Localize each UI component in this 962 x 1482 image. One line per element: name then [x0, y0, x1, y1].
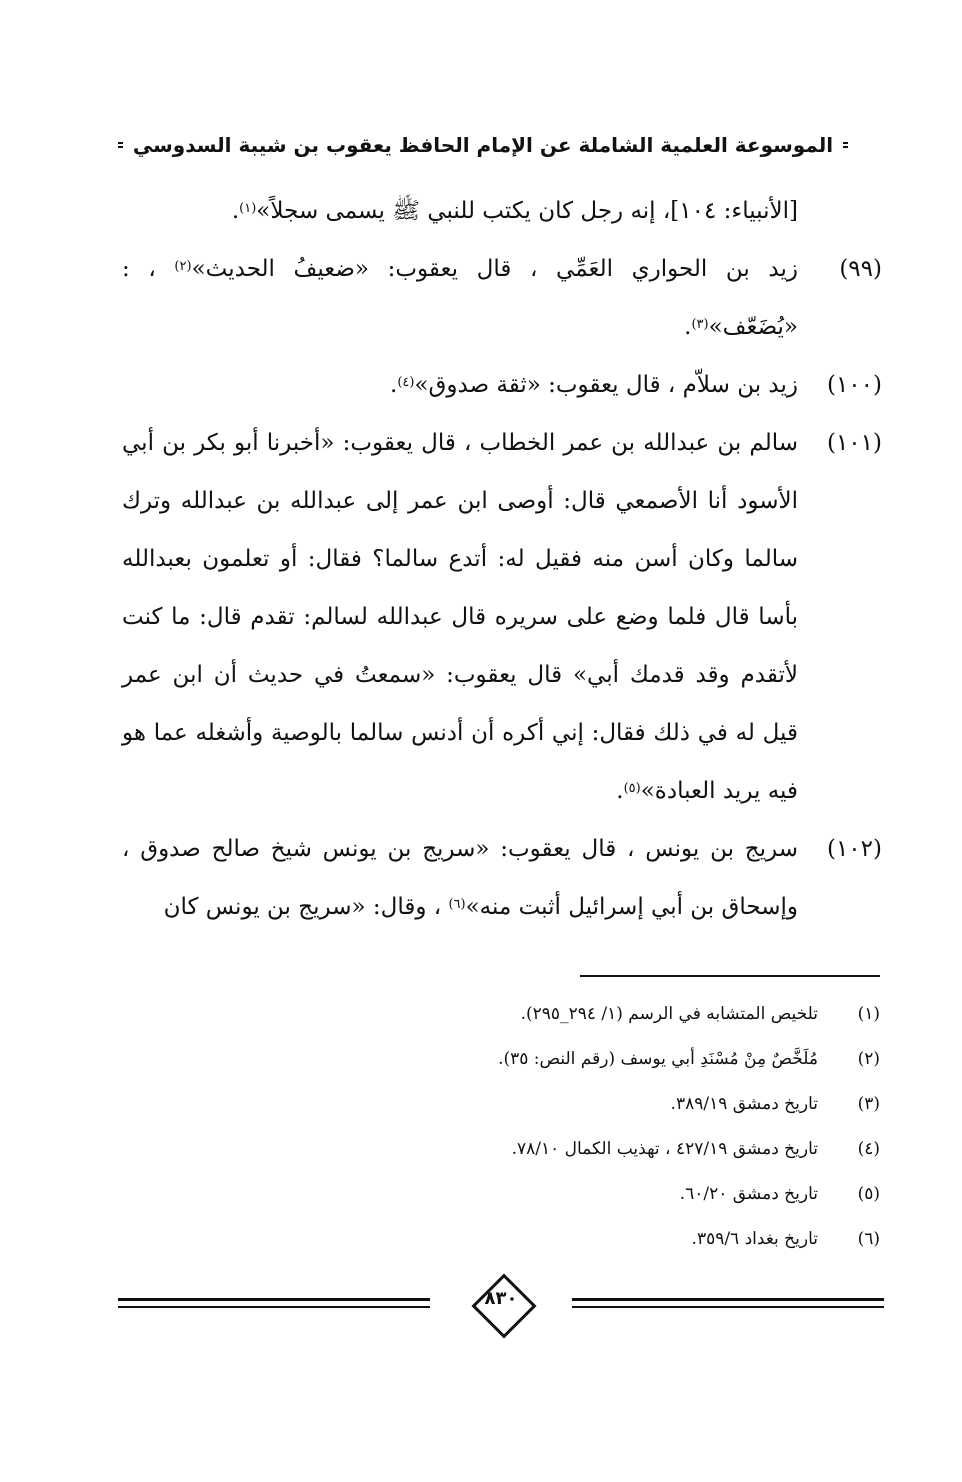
footer-rule-left — [118, 1298, 430, 1308]
entry-text — [122, 820, 798, 936]
page-body — [122, 182, 882, 936]
footnote-number: (١) — [857, 1004, 880, 1024]
entry-number: (٩٩) — [839, 256, 882, 282]
page-footer — [118, 1274, 884, 1334]
footnote-item — [300, 1127, 880, 1172]
footnote-separator — [580, 975, 880, 977]
entry-text-end: . — [390, 372, 398, 398]
footnote-ref: (٥) — [623, 781, 641, 796]
page-number: ٨٣٠ — [484, 1288, 518, 1309]
footnotes — [300, 992, 880, 1262]
entry-text — [122, 414, 798, 820]
entry-text-end: . — [616, 778, 624, 804]
continuation-line: [الأنبياء: ١٠٤]، إنه رجل كان يكتب للنبي ﷺ يسمى سجلاً»$^{(١)}$. — [231, 198, 798, 224]
footnote-text: تاريخ دمشق ٦٠/٢٠. — [679, 1184, 818, 1204]
footer-rule-right — [572, 1298, 884, 1308]
entry-number: (١٠٢) — [826, 836, 882, 862]
footnote-ref: (٤) — [397, 375, 415, 390]
entry-text-end: . — [684, 314, 692, 340]
footnote-text: تلخيص المتشابه في الرسم (١/ ٢٩٤_٢٩٥). — [520, 1004, 818, 1024]
footnote-text: تاريخ بغداد ٣٥٩/٦. — [691, 1229, 818, 1249]
footnote-number: (٢) — [857, 1049, 880, 1069]
footnote-ref: (٣) — [691, 317, 709, 332]
entry-text-main: سريج بن يونس ، قال يعقوب: «سريج بن يونس شيخ صالح صدوق ، وإسحاق بن أبي إسرائيل أثبت منه» — [122, 836, 798, 920]
footnote-item — [300, 1082, 880, 1127]
header-rule-left — [118, 142, 123, 148]
footnote-number: (٤) — [857, 1139, 880, 1159]
entry-text-main: زيد بن سلاّم ، قال يعقوب: «ثقة صدوق» — [414, 372, 798, 398]
footnote-ref: (٦) — [448, 897, 466, 912]
entry-text — [122, 240, 798, 356]
entry-text-mid: ، : «يُضَعّف» — [122, 256, 798, 340]
footnote-number: (٣) — [857, 1094, 880, 1114]
entry-99 — [122, 240, 882, 356]
entry-text — [122, 356, 798, 414]
header-title: الموسوعة العلمية الشاملة عن الإمام الحافظ يعقوب بن شيبة السدوسي — [132, 133, 834, 157]
footnote-item — [300, 992, 880, 1037]
running-header — [118, 128, 848, 162]
footnote-text: تاريخ دمشق ٣٨٩/١٩. — [670, 1094, 818, 1114]
entry-101 — [122, 414, 882, 820]
footnote-ref: (٢) — [174, 259, 192, 274]
entry-text-main: زيد بن الحواري العَمِّي ، قال يعقوب: «ضعيفُ الحديث» — [191, 256, 798, 282]
entry-102 — [122, 820, 882, 936]
footnote-item — [300, 1172, 880, 1217]
continuation-text: [الأنبياء: ١٠٤]، إنه رجل كان يكتب للنبي ﷺ يسمى سجلاً» — [256, 198, 798, 224]
entry-text-end: ، وقال: «سريج بن يونس كان — [163, 894, 449, 920]
header-rule-right — [843, 142, 848, 148]
entry-100 — [122, 356, 882, 414]
footnote-number: (٦) — [857, 1229, 880, 1249]
footnote-text: مُلَخَّصٌ مِنْ مُسْنَدِ أبي يوسف (رقم النص: ٣٥). — [498, 1049, 818, 1069]
entry-number: (١٠١) — [826, 430, 882, 456]
footnote-item — [300, 1037, 880, 1082]
footnote-item — [300, 1217, 880, 1262]
footnote-number: (٥) — [857, 1184, 880, 1204]
footnote-text: تاريخ دمشق ٤٢٧/١٩ ، تهذيب الكمال ٧٨/١٠. — [511, 1139, 818, 1159]
entry-number: (١٠٠) — [826, 372, 882, 398]
footnote-ref: (١) — [239, 201, 257, 216]
entry-text-main: سالم بن عبدالله بن عمر الخطاب ، قال يعقوب: «أخبرنا أبو بكر بن أبي الأسود أنا الأصمعي قال: أوصى ابن عمر إلى عبدالله بن عبدالله وترك سالما وكان أسن منه فقيل له: أتدع سالما؟ فقال: أو تعلمون بعبدالله بأسا قال فلما وضع على سريره قال عبدالله لسالم: تقدم قال: ما كنت لأتقدم وقد قدمك أبي» قال يعقوب: «سمعتُ في حديث أن ابن عمر قيل له في ذلك فقال: إني أكره أن أدنس سالما بالوصية وأشغله عما هو فيه يريد العبادة» — [122, 430, 798, 804]
